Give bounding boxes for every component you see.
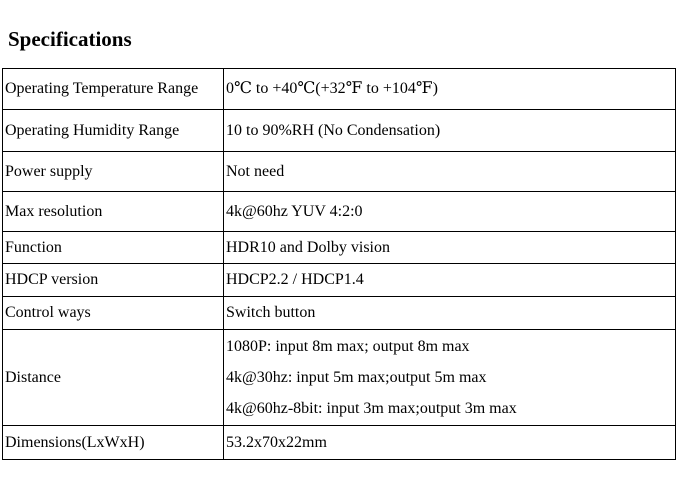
spec-label: Distance — [3, 330, 224, 426]
spec-label: Power supply — [3, 152, 224, 192]
spec-value: 10 to 90%RH (No Condensation) — [224, 110, 676, 152]
spec-value: HDCP2.2 / HDCP1.4 — [224, 264, 676, 297]
spec-value: HDR10 and Dolby vision — [224, 232, 676, 264]
spec-label: Dimensions(LxWxH) — [3, 426, 224, 460]
spec-value: Not need — [224, 152, 676, 192]
spec-label: Function — [3, 232, 224, 264]
spec-value: Switch button — [224, 297, 676, 330]
distance-line: 4k@60hz-8bit: input 3m max;output 3m max — [226, 400, 517, 417]
spec-label: HDCP version — [3, 264, 224, 297]
table-row — [3, 297, 676, 330]
table-row — [3, 69, 676, 110]
spec-value — [224, 330, 676, 426]
table-row — [3, 152, 676, 192]
spec-label: Operating Humidity Range — [3, 110, 224, 152]
table-row — [3, 330, 676, 426]
table-row — [3, 192, 676, 232]
spec-value: 53.2x70x22mm — [224, 426, 676, 460]
distance-line: 1080P: input 8m max; output 8m max — [226, 338, 470, 355]
distance-line: 4k@30hz: input 5m max;output 5m max — [226, 369, 487, 386]
table-row — [3, 426, 676, 460]
table-row — [3, 232, 676, 264]
table-row — [3, 264, 676, 297]
spec-label: Control ways — [3, 297, 224, 330]
spec-value: 0℃ to +40℃(+32℉ to +104℉) — [224, 69, 676, 110]
spec-value: 4k@60hz YUV 4:2:0 — [224, 192, 676, 232]
table-row — [3, 110, 676, 152]
spec-label: Operating Temperature Range — [3, 69, 224, 110]
spec-label: Max resolution — [3, 192, 224, 232]
specifications-table — [2, 68, 676, 460]
page-title: Specifications — [8, 27, 132, 51]
